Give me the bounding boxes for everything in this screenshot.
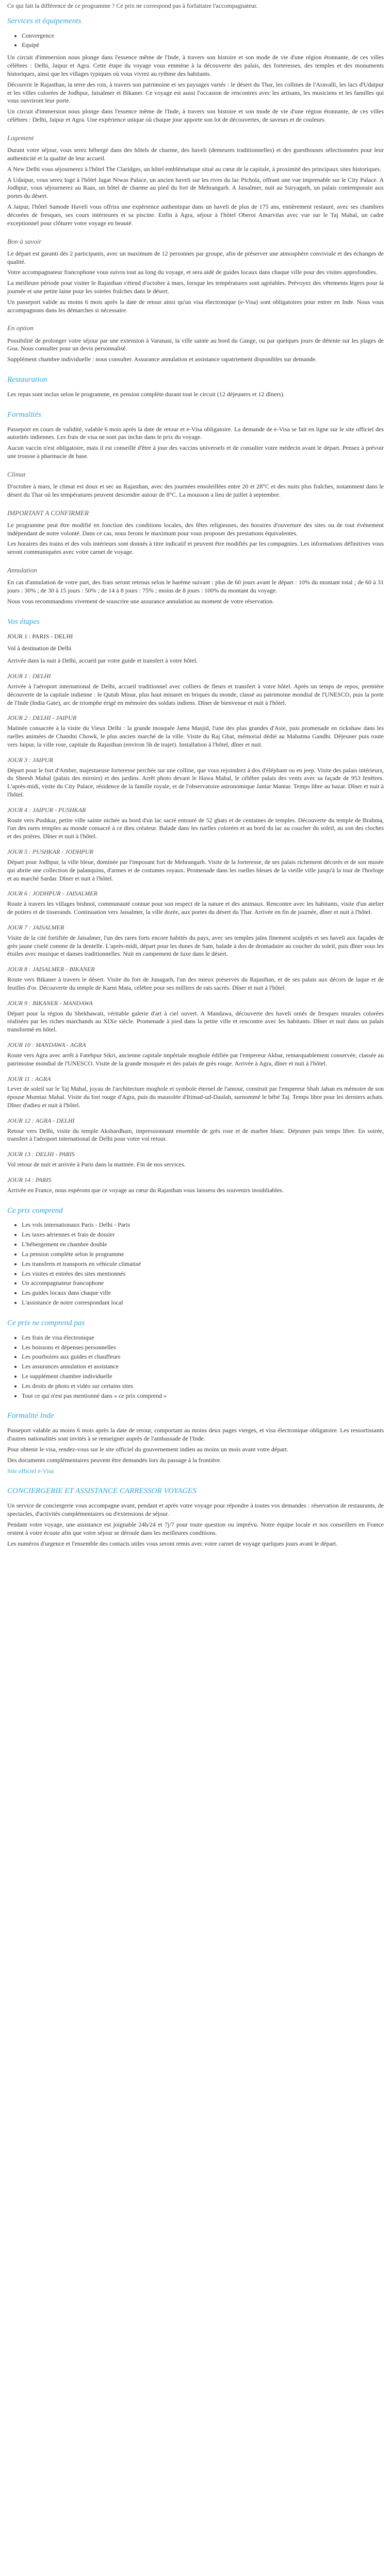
list-item: • Les droits de photo et vidéo sur certains sites bbox=[22, 1382, 384, 1391]
day-text: Lever de soleil sur le Taj Mahal, joyau de l'architecture moghole et symbole éternel de l'amour, construit par l'empereur Shah Jahan en mémoire de son épouse Mumtaz Mahal. Visite du fort rouge d'Agra, puis du mausolée d'Itimad-ud-Daulah, surnommé le bébé Taj. Temps libre pour les derniers achats. Dîner d'adieu et nuit à l'hôtel. bbox=[7, 1085, 384, 1109]
paragraph: Possibilité de prolonger votre séjour par une extension à Varanasi, la ville sainte au bord du Gange, ou par quelques jours de détente sur les plages de Goa. Nous consulter pour un devis personnalisé. bbox=[7, 336, 384, 352]
paragraph: En cas d'annulation de votre part, des frais seront retenus selon le barème suivant : plus de 60 jours avant le départ : 10% du montant total ; de 60 à 31 jours : 30% ; de 30 à 15 jours : 50% ; de 14 à 8 jours : 75% ; moins de 8 jours : 100% du montant du voyage. bbox=[7, 579, 384, 595]
exclus-list bbox=[7, 1334, 384, 1400]
paragraph: D'octobre à mars, le climat est doux et sec au Rajasthan, avec des journées ensoleillées entre 20 et 28°C et des nuits plus fraîches, notamment dans le désert du Thar où les températures peuvent descendre autour de 8°C. La mousson a lieu de juillet à septembre. bbox=[7, 483, 384, 498]
inclus-list bbox=[7, 1221, 384, 1307]
day-title: JOUR 3 : JAIPUR bbox=[7, 756, 53, 764]
list-item: • Convergence bbox=[22, 32, 384, 40]
itinerary-summary-line: Arrivée dans la nuit à Delhi, accueil par votre guide et transfert à votre hôtel. bbox=[7, 657, 198, 665]
paragraph: Passeport valable au moins 6 mois après la date de retour, comportant au moins deux pages vierges, et visa électronique obligatoire. Les ressortissants d'autres nationalités sont invités à se renseigner auprès de l'ambassade de l'Inde. bbox=[7, 1427, 384, 1443]
day-text: Route vers Bikaner à travers le désert. Visite du fort de Junagarh, l'un des mieux préservés du Rajasthan, et de ses palais aux décors de laque et de feuilles d'or. Découverte du temple de Karni Mata, célèbre pour ses milliers de rats sacrés. Dîner et nuit à l'hôtel. bbox=[7, 976, 384, 991]
paragraph: Des documents complémentaires peuvent être demandés lors du passage à la frontière. bbox=[7, 1456, 222, 1464]
paragraph: La meilleure période pour visiter le Rajasthan s'étend d'octobre à mars, lorsque les températures sont agréables. Prévoyez des vêtements légers pour la journée et une petite laine pour les soirées fraîches dans le désert. bbox=[7, 279, 384, 295]
day-text: Arrivée à l'aéroport international de Delhi, accueil traditionnel avec colliers de fleurs et transfert à votre hôtel. Après un temps de repos, première découverte de la capitale indienne : le Qutub Minar, plus haut minaret en briques du monde, classé au patrimoine mondial de l'UNESCO, puis la porte de l'Inde (India Gate), arc de triomphe érigé en mémoire des soldats indiens. Dîner de bienvenue et nuit à l'hôtel. bbox=[7, 682, 384, 706]
day-title: JOUR 6 : JODHPUR - JAISALMER bbox=[7, 890, 97, 897]
paragraph: Un circuit d'immersion nous plonge dans l'essence même de l'Inde, à travers son histoire et son mode de vie d'une région étonnante, de ces villes célèbres : Delhi, Jaipur et Agra. Cette étape du voyage vous emmène à la découverte des palais, des forteresses, des temples et des monuments historiques, ainsi que les villages typiques où vous vivrez au rythme des habitants. bbox=[7, 54, 384, 77]
link-row bbox=[7, 1467, 384, 1476]
list-item: • Tout ce qui n'est pas mentionné dans « ce prix comprend » bbox=[22, 1392, 384, 1400]
day-title: JOUR 2 : DELHI - JAIPUR bbox=[7, 714, 77, 722]
paragraph: Votre accompagnateur francophone vous suivra tout au long du voyage, et sera aidé de guides locaux dans chaque ville pour des visites approfondies. bbox=[7, 268, 378, 276]
paragraph: Aucun vaccin n'est obligatoire, mais il est conseillé d'être à jour des vaccins universels et de consulter votre médecin avant le départ. Pensez à prévoir une trousse à pharmacie de base. bbox=[7, 444, 384, 460]
paragraph: Un passeport valide au moins 6 mois après la date de retour ainsi qu'un visa électronique (e-Visa) sont obligatoires pour entrer en Inde. Nous vous accompagnons dans les démarches si nécessaire. bbox=[7, 298, 384, 314]
day-text: Retour vers Delhi, visite du temple Akshardham, impressionnant ensemble de grès rose et de marbre blanc. Déjeuner puis temps libre. En soirée, transfert à l'aéroport international de Delhi pour votre vol retour. bbox=[7, 1127, 384, 1143]
day-title: JOUR 5 : PUSHKAR - JODHPUR bbox=[7, 848, 93, 856]
bon-a-savoir-title: Bon à savoir bbox=[7, 237, 42, 245]
paragraph: Les horaires des trains et des vols intérieurs sont donnés à titre indicatif et peuvent être modifiés par les compagnies. Les informations définitives vous seront communiquées avec votre carnet de voyage. bbox=[7, 540, 384, 556]
climat-title: Climat bbox=[7, 470, 26, 478]
list-item: • Les vols internationaux Paris - Delhi - Paris bbox=[22, 1221, 384, 1229]
day-text: Arrivée en France, nous espérons que ce voyage au cœur du Rajasthan vous laissera des souvenirs inoubliables. bbox=[7, 1186, 284, 1194]
list-item: • Equipé bbox=[22, 41, 384, 49]
option-title: En option bbox=[7, 324, 34, 332]
services-title: Services et équipements bbox=[7, 16, 82, 25]
formalite-inde-title: Formalité Inde bbox=[7, 1412, 54, 1420]
list-item: • Les taxes aériennes et frais de dossier bbox=[22, 1231, 384, 1239]
paragraph: Les repas sont inclus selon le programme, en pension complète durant tout le circuit (12 déjeuners et 12 dîners). bbox=[7, 390, 285, 398]
day-text: Départ pour la région du Shekhawati, véritable galerie d'art à ciel ouvert. A Mandawa, découverte des haveli ornés de fresques murales colorées réalisées par les riches marchands au XIXe siècle. Promenade à pied dans la petite ville et rencontre avec les habitants. Dîner et nuit dans un palais transformé en hôtel. bbox=[7, 1009, 384, 1033]
exclus-title: Ce prix ne comprend pas bbox=[7, 1318, 85, 1327]
evisa-link[interactable]: Site officiel e-Visa bbox=[7, 1467, 54, 1475]
list-item: • Les visites et entrées des sites mentionnés bbox=[22, 1270, 384, 1278]
day-text: Départ pour Jodhpur, la ville bleue, dominée par l'imposant fort de Mehrangarh. Visite de la forteresse, de ses palais richement décorés et de son musée qui abrite une collection de palanquins, d'armes et de costumes royaux. Promenade dans les ruelles bleues de la vieille ville jusqu'à la tour de l'horloge et au marché Sardar. Dîner et nuit à l'hôtel. bbox=[7, 858, 384, 882]
paragraph: Pour obtenir le visa, rendez-vous sur le site officiel du gouvernement indien au moins un mois avant votre départ. bbox=[7, 1445, 288, 1453]
list-item: • Les pourboires aux guides et chauffeurs bbox=[22, 1353, 384, 1361]
paragraph: Pendant votre voyage, une assistance est joignable 24h/24 et 7j/7 pour toute question ou imprévu. Notre équipe locale et nos conseillers en France restent à votre écoute afin que votre séjour se déroule dans les meilleures conditions. bbox=[7, 1520, 384, 1536]
list-item: • Les transferts et transports en véhicule climatisé bbox=[22, 1260, 384, 1268]
annulation-title: Annulation bbox=[7, 566, 37, 574]
itinerary-title: Vos étapes bbox=[7, 617, 40, 626]
paragraph: Le programme peut être modifié en fonction des conditions locales, des fêtes religieuses, des horaires d'ouverture des sites ou de tout événement indépendant de notre volonté. Dans ce cas, nous ferons le maximum pour vous proposer des prestations équivalentes. bbox=[7, 521, 384, 537]
day-title: JOUR 14 : PARIS bbox=[7, 1176, 52, 1183]
formalites-title: Formalités bbox=[7, 410, 41, 419]
paragraph: Passeport en cours de validité, valable 6 mois après la date de retour et e-Visa obligatoire. La demande de e-Visa se fait en ligne sur le site officiel des autorités indiennes. Les frais de visa ne sont pas inclus dans le prix du voyage. bbox=[7, 425, 384, 441]
paragraph: Un service de conciergerie vous accompagne avant, pendant et après votre voyage pour répondre à toutes vos demandes : réservation de restaurants, de spectacles, d'activités complémentaires ou d'extensions de séjour. bbox=[7, 1502, 384, 1518]
services-list bbox=[7, 32, 384, 50]
paragraph: Supplément chambre individuelle : nous consulter. Assurance annulation et assistance rapatriement disponibles sur demande. bbox=[7, 355, 317, 363]
paragraph: A Jaipur, l'hôtel Samode Haveli vous offrira une expérience authentique dans un haveli de plus de 175 ans, entièrement restauré, avec ses chambres décorées de fresques, ses cours intérieures et sa piscine. Enfin à Agra, séjour à l'hôtel Oberoi Amarvilas avec vue sur le Taj Mahal, un cadre exceptionnel pour clôturer votre voyage en beauté. bbox=[7, 203, 384, 227]
day-title: JOUR 11 : AGRA bbox=[7, 1075, 51, 1082]
intro-text: Ce qui fait la différence de ce programme ? Ce prix ne correspond pas à forfaitaire l'accompagnateur. bbox=[7, 2, 258, 9]
list-item: • L'assistance de notre correspondant local bbox=[22, 1299, 384, 1307]
list-item: • Les frais de visa électronique bbox=[22, 1334, 384, 1342]
paragraph: Le départ est garanti dès 2 participants, avec un maximum de 12 personnes par groupe, afin de préserver une atmosphère conviviale et des échanges de qualité. bbox=[7, 249, 384, 265]
day-text: Vol retour de nuit et arrivée à Paris dans la matinée. Fin de nos services. bbox=[7, 1161, 186, 1168]
itinerary-days bbox=[7, 672, 384, 1195]
paragraph: Les numéros d'urgence et l'ensemble des contacts utiles vous seront remis avec votre carnet de voyage quelques jours avant le départ. bbox=[7, 1539, 338, 1547]
list-item: • Les boissons et dépenses personnelles bbox=[22, 1344, 384, 1352]
list-item: • L'hébergement en chambre double bbox=[22, 1241, 384, 1249]
day-title: JOUR 1 : DELHI bbox=[7, 672, 51, 680]
day-text: Visite de la cité fortifiée de Jaisalmer, l'un des rares forts encore habités du pays, avec ses temples jaïns finement sculptés et ses haveli aux façades de grès jaune ciselé comme de la dentelle. L'après-midi, départ pour les dunes de Sam, balade à dos de dromadaire au coucher du soleil, puis dîner sous les étoiles avec musique et danses traditionnelles. Nuit en campement de luxe dans le désert. bbox=[7, 934, 384, 958]
paragraph: A Udaipur, vous serez logé à l'hôtel Jagat Niwas Palace, un ancien haveli sur les rives du lac Pichola, offrant une vue imprenable sur le City Palace. A Jodhpur, vous séjournerez au Raas, un hôtel de charme au pied du fort de Mehrangarh. A Jaisalmer, nuit au Suryagarh, un palais contemporain aux portes du désert. bbox=[7, 176, 384, 200]
day-text: Route vers Pushkar, petite ville sainte nichée au bord d'un lac sacré entouré de 52 ghats et de centaines de temples. Découverte du temple de Brahma, l'un des rares temples au monde consacré à ce dieu créateur. Balade dans les ruelles colorées et au bord du lac au coucher du soleil, au son des cloches et des prières. Dîner et nuit à l'hôtel. bbox=[7, 816, 384, 840]
logement-title: Logement bbox=[7, 133, 34, 142]
list-item: • Un accompagnateur francophone bbox=[22, 1279, 384, 1287]
day-title: JOUR 4 : JAIPUR - PUSHKAR bbox=[7, 806, 86, 814]
restauration-title: Restauration bbox=[7, 376, 47, 384]
day-title: JOUR 13 : DELHI - PARIS bbox=[7, 1150, 75, 1158]
conciergerie-title: CONCIERGERIE ET ASSISTANCE CARRESSOR VOYAGES bbox=[7, 1487, 197, 1496]
list-item: • Les assurances annulation et assistance bbox=[22, 1363, 384, 1371]
day-title: JOUR 10 : MANDAWA - AGRA bbox=[7, 1041, 86, 1049]
paragraph: Découvrir le Rajasthan, la terre des rois, à travers son patrimoine et ses paysages variés : le désert du Thar, les collines de l'Aravalli, les lacs d'Udaipur et les villes colorées de Jodhpur, Jaisalmer et Bikaner. Ce voyage est aussi l'occasion de rencontres avec les artisans, les musiciens et les familles qui vous ouvriront leur porte. bbox=[7, 80, 384, 105]
paragraph: Durant votre séjour, vous serez hébergé dans des hôtels de charme, des haveli (demeures traditionnelles) et des guesthouses sélectionnées pour leur authenticité et la qualité de leur accueil. bbox=[7, 146, 384, 162]
itinerary-summary-line: JOUR 1 : PARIS - DELHI bbox=[7, 632, 73, 640]
list-item: • Le supplément chambre individuelle bbox=[22, 1372, 384, 1381]
day-title: JOUR 12 : AGRA - DELHI bbox=[7, 1116, 75, 1124]
paragraph: Nous vous recommandons vivement de souscrire une assurance annulation au moment de votre réservation. bbox=[7, 597, 274, 605]
day-title: JOUR 9 : BIKANER - MANDAWA bbox=[7, 999, 93, 1007]
day-title: JOUR 8 : JAISALMER - BIKANER bbox=[7, 965, 95, 973]
itinerary-summary-line: Vol à destination de Delhi bbox=[7, 645, 72, 652]
day-title: JOUR 7 : JAISALMER bbox=[7, 923, 64, 931]
day-text: Matinée consacrée à la visite du Vieux Delhi : la grande mosquée Jama Masjid, l'une des plus grandes d'Asie, puis promenade en rickshaw dans les ruelles animées de Chandni Chowk, le plus ancien marché de la ville. Visite du Raj Ghat, mémorial dédié au Mahatma Gandhi. Déjeuner puis route vers Jaipur, la ville rose, capitale du Rajasthan (environ 5h de trajet). Installation à l'hôtel, dîner et nuit. bbox=[7, 724, 384, 748]
day-text: Route à travers les villages bishnoï, communauté connue pour son respect de la nature et des animaux. Rencontre avec les habitants, visite d'un atelier de potiers et de tisserands. Continuation vers Jaisalmer, la ville dorée, aux portes du désert du Thar. Arrivée en fin de journée, dîner et nuit à l'hôtel. bbox=[7, 900, 384, 916]
day-text: Route vers Agra avec arrêt à Fatehpur Sikri, ancienne capitale impériale moghole édifiée par l'empereur Akbar, remarquablement conservée, classée au patrimoine mondial de l'UNESCO. Visite de la grande mosquée et des palais de grès rouge. Arrivée à Agra, dîner et nuit à l'hôtel. bbox=[7, 1051, 384, 1067]
inclus-title: Ce prix comprend bbox=[7, 1206, 63, 1215]
list-item: • La pension complète selon le programme bbox=[22, 1250, 384, 1259]
day-text: Départ pour le fort d'Amber, majestueuse forteresse perchée sur une colline, que vous rejoindrez à dos d'éléphant ou en jeep. Visite des palais intérieurs, du Sheesh Mahal (palais des miroirs) et des jardins. Arrêt photo devant le Hawa Mahal, le célèbre palais des vents avec sa façade de 953 fenêtres. L'après-midi, visite du City Palace, résidence de la famille royale, et de l'observatoire astronomique Jantar Mantar. Temps libre au bazar. Dîner et nuit à l'hôtel. bbox=[7, 766, 384, 798]
paragraph: Un circuit d'immersion nous plonge dans l'essence même de l'Inde, à travers son histoire et son mode de vie d'une région étonnante, de ces villes célèbres : Delhi, Jaipur et Agra. Une expérience unique où chaque jour apporte son lot de découvertes, de saveurs et de couleurs. bbox=[7, 108, 384, 124]
list-item: • Les guides locaux dans chaque ville bbox=[22, 1289, 384, 1297]
paragraph: A New Delhi vous séjournerez à l'hôtel The Claridges, un hôtel emblématique situé au cœur de la capitale, à proximité des principaux sites historiques. bbox=[7, 165, 382, 173]
important-title: IMPORTANT A CONFIRMER bbox=[7, 509, 89, 517]
